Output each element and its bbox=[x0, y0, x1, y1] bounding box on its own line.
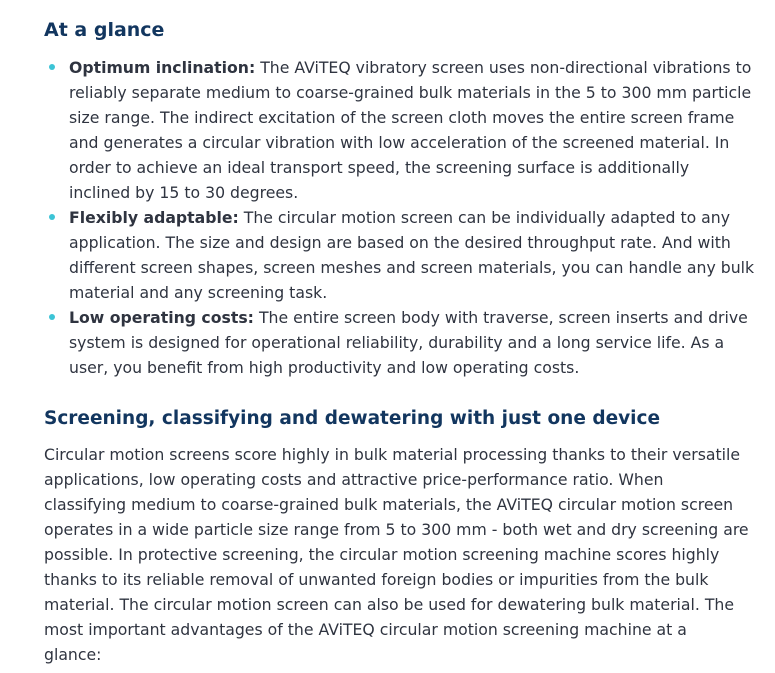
benefit-description: The entire screen body with traverse, screen inserts and drive system is designed for operational reliability, durability and a long service life. As a user, you benefit from high productivity and low operating costs. bbox=[69, 308, 748, 377]
benefit-term: Low operating costs: bbox=[69, 308, 254, 327]
bullet-dot-icon bbox=[49, 64, 55, 70]
benefit-term: Flexibly adaptable: bbox=[69, 208, 239, 227]
section-heading-screening: Screening, classifying and dewatering with just one device bbox=[44, 408, 661, 429]
benefit-description: The circular motion screen can be individually adapted to any application. The size and design are based on the desired throughput rate. And with different screen shapes, screen meshes and screen materials, you can handle any bulk material and any screening task. bbox=[69, 208, 755, 302]
list-item bbox=[44, 55, 755, 205]
section-heading-at-a-glance: At a glance bbox=[44, 19, 165, 41]
screening-paragraph: Circular motion screens score highly in bulk material processing thanks to their versatile applications, low operating costs and attractive price-performance ratio. When classifying medium to coarse-grained bulk materials, the AViTEQ circular motion screen operates in a wide particle size range from 5 to 300 mm - both wet and dry screening are possible. In protective screening, the circular motion screening machine scores highly thanks to its reliable removal of unwanted foreign bodies or impurities from the bulk material. The circular motion screen can also be used for dewatering bulk material. The most important advantages of the AViTEQ circular motion screening machine at a glance: bbox=[44, 445, 749, 664]
list-item bbox=[44, 305, 755, 380]
list-item bbox=[44, 205, 755, 305]
benefit-term: Optimum inclination: bbox=[69, 58, 256, 77]
benefits-list bbox=[44, 55, 755, 380]
bullet-dot-icon bbox=[49, 314, 55, 320]
benefit-description: The AViTEQ vibratory screen uses non-directional vibrations to reliably separate medium to coarse-grained bulk materials in the 5 to 300 mm particle size range. The indirect excitation of the screen cloth moves the entire screen frame and generates a circular vibration with low acceleration of the screened material. In order to achieve an ideal transport speed, the screening surface is additionally inclined by 15 to 30 degrees. bbox=[69, 58, 752, 202]
bullet-dot-icon bbox=[49, 214, 55, 220]
